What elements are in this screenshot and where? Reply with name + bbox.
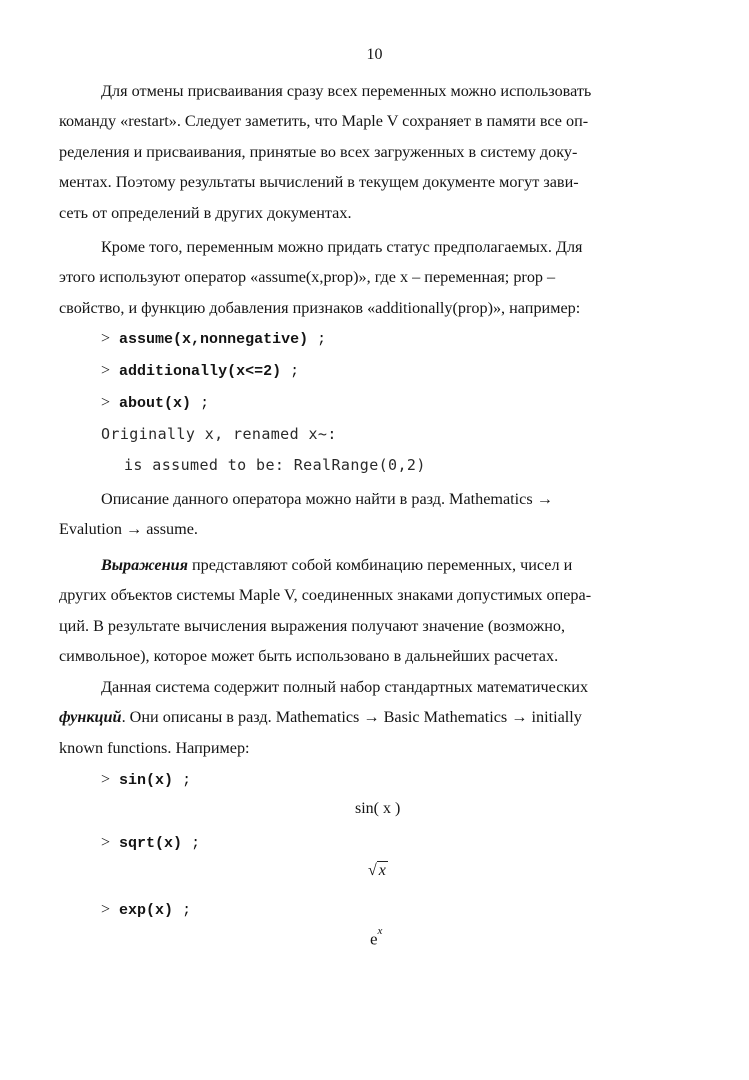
text-line [101, 550, 657, 581]
text-line: ций. В результате вычисления выражения получают значение (возможно, [59, 616, 566, 635]
command-text: assume(x,nonnegative) [119, 331, 309, 348]
paragraph-assume [101, 232, 657, 263]
term-functions: функций [59, 708, 122, 726]
paragraph-assume-cont [59, 262, 657, 323]
command-text: sin(x) [119, 772, 174, 789]
paragraph-functions [101, 672, 657, 703]
command-text: sqrt(x) [119, 835, 183, 852]
maple-result-sin: sin( x ) [355, 800, 401, 817]
paragraph-expressions-cont [59, 580, 657, 672]
prompt-symbol: > [101, 834, 111, 851]
page-number: 10 [366, 46, 383, 63]
sqrt-argument: x [378, 862, 386, 879]
prompt-symbol: > [101, 901, 111, 918]
text-line: Кроме того, переменным можно придать статус предполагаемых. Для [101, 238, 583, 256]
text-fragment: представляют собой комбинацию переменных, чисел и [187, 556, 573, 574]
maple-result-exp [370, 925, 383, 950]
exp-power: x [377, 925, 383, 937]
paragraph-reference [101, 484, 657, 515]
command-terminator: ; [308, 331, 327, 348]
prompt-symbol: > [101, 330, 111, 347]
maple-command-exp [101, 901, 191, 919]
maple-command-sqrt [101, 834, 200, 852]
command-terminator: ; [191, 395, 210, 412]
maple-command-additionally [101, 362, 299, 380]
text-line: Данная система содержит полный набор стандартных математических [101, 678, 589, 696]
paragraph-restart [101, 76, 657, 107]
paragraph-expressions [101, 550, 657, 581]
command-terminator: ; [182, 835, 201, 852]
text-line: Описание данного оператора можно найти в разд. Mathematics → [101, 490, 553, 508]
command-text: about(x) [119, 395, 192, 412]
text-line: known functions. Например: [59, 738, 250, 757]
prompt-symbol: > [101, 394, 111, 411]
maple-output-line: is assumed to be: RealRange(0,2) [124, 456, 426, 474]
maple-result-sqrt [368, 862, 388, 880]
text-line: Evalution → assume. [59, 520, 198, 538]
command-terminator: ; [173, 902, 192, 919]
command-text: exp(x) [119, 902, 174, 919]
text-line: этого используют оператор «assume(x,prop)», где x – переменная; prop – [59, 268, 556, 286]
text-line: свойство, и функцию добавления признаков «additionally(prop)», например: [59, 298, 581, 317]
command-terminator: ; [281, 363, 300, 380]
exp-base: e [370, 929, 378, 949]
paragraph-functions-cont [59, 702, 657, 763]
command-text: additionally(x<=2) [119, 363, 282, 380]
text-line [59, 702, 657, 733]
text-line: команду «restart». Следует заметить, что Maple V сохраняет в памяти все оп- [59, 112, 589, 130]
maple-command-assume [101, 330, 326, 348]
maple-command-about [101, 394, 209, 412]
paragraph-restart-cont [59, 106, 657, 228]
maple-command-sin [101, 771, 191, 789]
prompt-symbol: > [101, 771, 111, 788]
command-terminator: ; [173, 772, 192, 789]
text-line: Для отмены присваивания сразу всех переменных можно использовать [101, 82, 592, 100]
text-line: символьное), которое может быть использовано в дальнейших расчетах. [59, 647, 559, 665]
maple-output-line: Originally x, renamed x~: [101, 425, 337, 443]
text-fragment: . Они описаны в разд. Mathematics → Basic Mathematics → initially [121, 708, 582, 726]
prompt-symbol: > [101, 362, 111, 379]
text-line: сеть от определений в других документах. [59, 203, 352, 222]
sqrt-symbol: √ [368, 862, 377, 879]
text-line: других объектов системы Maple V, соединенных знаками допустимых опера- [59, 586, 592, 604]
paragraph-reference-cont [59, 514, 657, 545]
text-line: ределения и присваивания, принятые во всех загруженных в систему доку- [59, 142, 578, 161]
term-expressions: Выражения [101, 556, 188, 574]
text-line: ментах. Поэтому результаты вычислений в текущем документе могут зави- [59, 173, 579, 191]
